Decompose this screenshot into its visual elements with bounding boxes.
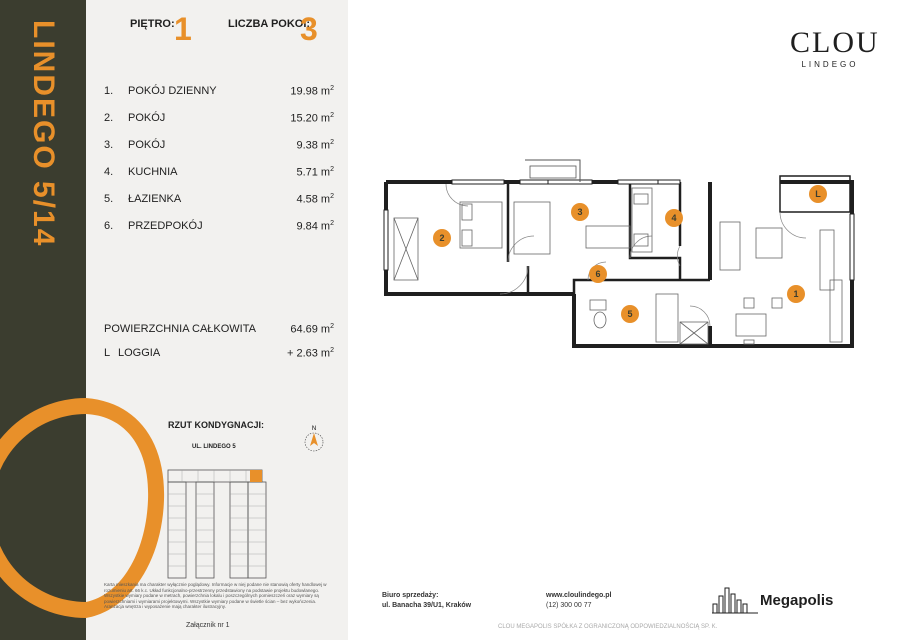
disclaimer-text: Karta mieszkania ma charakter wyłącznie poglądowy. Informacje w niej podane nie stanowią oferty handlowej w rozumieniu art. 66 k.c. Układ funkcjonalno-przestrzenny przedstawiony na podstawie projektu budowlanego. Wszystkie wymiary podane w metrach, powierzchnia lokalu i poszczególnych pomieszczeń oraz wymiary są powierzchniami i wymiarami projektowymi. Wszystkie wymiary podane w świetle ścian – bez wykończenia. Aranżacja wnętrza i wyposażenie mają charakter ilustracyjny. bbox=[104, 582, 327, 609]
compass-icon bbox=[303, 424, 325, 460]
logo-main-text: CLOU bbox=[790, 26, 880, 59]
plan-room-label-3: 3 bbox=[577, 207, 583, 217]
room-name: POKÓJ DZIENNY bbox=[128, 85, 217, 97]
room-row: 1. POKÓJ DZIENNY 19.98 $m^2$ bbox=[104, 85, 334, 98]
website-link[interactable]: www.cloulindego.pl bbox=[546, 592, 612, 599]
room-number: 4. bbox=[104, 166, 114, 178]
plan-room-label-4: 4 bbox=[671, 213, 677, 223]
side-stripe bbox=[0, 0, 86, 640]
plan-room-label-6: 6 bbox=[595, 269, 601, 279]
room-name: POKÓJ bbox=[128, 139, 166, 151]
room-number: 3. bbox=[104, 139, 114, 151]
developer-logo: Megapolis bbox=[760, 592, 834, 609]
logo-sub-text: LINDEGO bbox=[801, 60, 859, 69]
sales-office-address: ul. Banacha 39/U1, Kraków bbox=[382, 602, 472, 609]
unit-location-marker bbox=[250, 470, 262, 482]
room-row: 3. POKÓJ 9.38 $m^2$ bbox=[104, 139, 334, 152]
company-name: CLOU MEGAPOLIS SPÓŁKA Z OGRANICZONĄ ODPOWIEDZIALNOŚCIĄ SP. K. bbox=[498, 624, 718, 630]
room-name: KUCHNIA bbox=[128, 166, 178, 178]
room-row: 2. POKÓJ 15.20 $m^2$ bbox=[104, 112, 334, 125]
keyplan-building-map bbox=[152, 460, 277, 582]
keyplan-street: UL. LINDEGO 5 bbox=[192, 444, 236, 450]
room-area: 5.71 m bbox=[296, 166, 331, 179]
loggia-label: LOGGIA bbox=[118, 347, 161, 359]
total-area-label: POWIERZCHNIA CAŁKOWITA bbox=[104, 323, 256, 335]
plan-room-label-1: 1 bbox=[793, 289, 799, 299]
rooms-count-label: LICZBA POKOI: bbox=[228, 18, 311, 30]
sales-office-label: Biuro sprzedaży: bbox=[382, 592, 439, 599]
orange-arc-decoration bbox=[0, 0, 86, 640]
total-area-row: POWIERZCHNIA CAŁKOWITA 64.69 $m^2$ bbox=[104, 323, 334, 336]
plan-room-label-2: 2 bbox=[439, 233, 445, 243]
floor-value: 1 bbox=[174, 11, 192, 47]
room-area: 15.20 m bbox=[290, 112, 331, 125]
loggia-row: L LOGGIA + 2.63 $m^2$ bbox=[104, 347, 334, 360]
room-name: PRZEDPOKÓJ bbox=[128, 220, 203, 232]
room-name: ŁAZIENKA bbox=[128, 193, 182, 205]
north-label: N bbox=[311, 426, 317, 432]
rooms-count-value: 3 bbox=[300, 11, 318, 47]
building-title: LINDEGO 5/14 bbox=[27, 20, 60, 248]
room-row: 6. PRZEDPOKÓJ 9.84 $m^2$ bbox=[104, 220, 334, 233]
room-row: 5. ŁAZIENKA 4.58 $m^2$ bbox=[104, 193, 334, 206]
room-number: 5. bbox=[104, 193, 114, 205]
room-name: POKÓJ bbox=[128, 112, 166, 124]
skyline-icon bbox=[712, 586, 758, 614]
room-area: 9.84 m bbox=[296, 220, 331, 233]
phone-number[interactable]: (12) 300 00 77 bbox=[546, 602, 592, 609]
apartment-floor-plan bbox=[380, 150, 860, 350]
plan-room-label-5: 5 bbox=[627, 309, 633, 319]
room-area: 19.98 m bbox=[290, 85, 331, 98]
room-number: 1. bbox=[104, 85, 114, 97]
clou-logo bbox=[790, 26, 880, 69]
plan-room-label-loggia: L bbox=[815, 189, 821, 199]
room-number: 6. bbox=[104, 220, 114, 232]
annex-label: Załącznik nr 1 bbox=[186, 622, 230, 629]
floor-label: PIĘTRO: bbox=[130, 18, 175, 30]
room-area: 4.58 m bbox=[296, 193, 331, 206]
keyplan-title: RZUT KONDYGNACJI: bbox=[168, 420, 264, 430]
room-area: 9.38 m bbox=[296, 139, 331, 152]
loggia-area: + 2.63 m bbox=[286, 347, 331, 360]
total-area-value: 64.69 m bbox=[290, 323, 331, 336]
room-row: 4. KUCHNIA 5.71 $m^2$ bbox=[104, 166, 334, 179]
room-number: 2. bbox=[104, 112, 114, 124]
loggia-key: L bbox=[104, 347, 111, 359]
